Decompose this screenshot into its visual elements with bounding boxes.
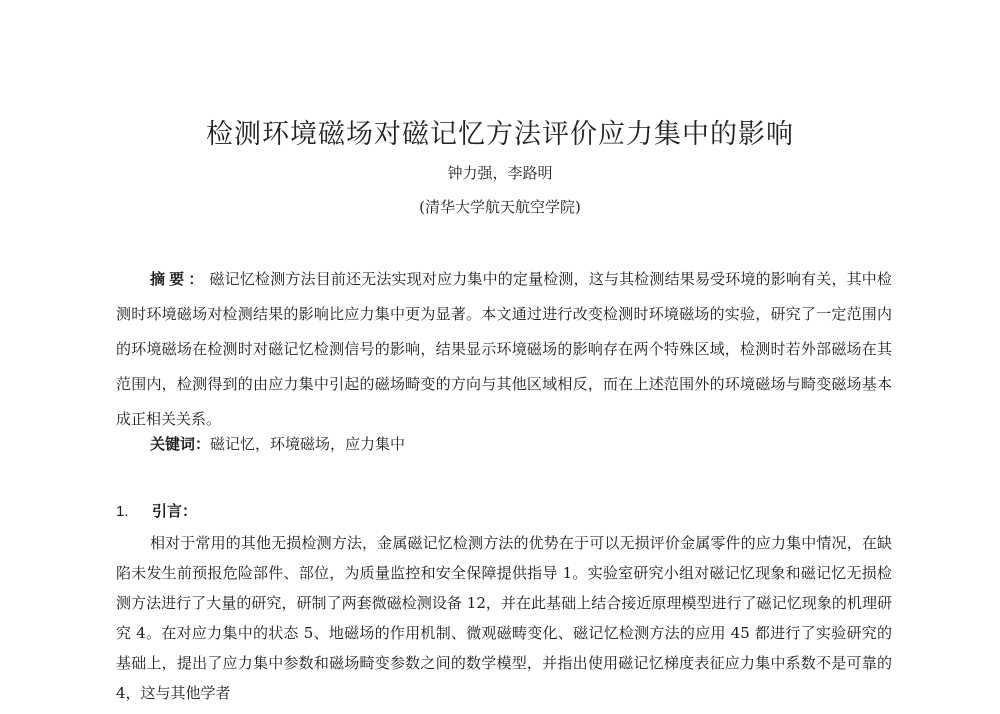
- section-body-text: 相对于常用的其他无损检测方法，金属磁记忆检测方法的优势在于可以无损评价金属零件的应力集中情况，在缺陷未发生前预报危险部件、部位，为质量监控和安全保障提供指导 1。实验室研究小组对磁记忆现象和磁记忆无损检测方法进行了大量的研究，研制了两套微磁检测设备 12，并在此基础上结合接近原理模型进行了磁记忆现象的机理研究 4。在对应力集中的状态 5、地磁场的作用机制、微观磁畴变化、磁记忆检测方法的应用 45 都进行了实验研究的基础上，提出了应力集中参数和磁场畸变参数之间的数学模型，并指出使用磁记忆梯度表征应力集中系数不是可靠的 4，这与其他学者: [116, 534, 892, 702]
- keywords-line: [150, 427, 405, 462]
- keywords-text: 磁记忆，环境磁场，应力集中: [210, 435, 406, 453]
- paper-authors: 钟力强，李路明: [447, 164, 553, 182]
- abstract-label: 摘要：: [150, 270, 208, 288]
- paper-title: 检测环境磁场对磁记忆方法评价应力集中的影响: [206, 119, 794, 150]
- abstract-paragraph: [116, 262, 892, 437]
- section-title: 引言：: [152, 502, 198, 520]
- section-heading: [116, 494, 197, 529]
- section-number: 1.: [116, 503, 129, 520]
- keywords-label: 关键词：: [150, 435, 211, 453]
- abstract-text: 磁记忆检测方法目前还无法实现对应力集中的定量检测，这与其检测结果易受环境的影响有关，其中检测时环境磁场对检测结果的影响比应力集中更为显著。本文通过进行改变检测时环境磁场的实验，研究了一定范围内的环境磁场在检测时对磁记忆检测信号的影响，结果显示环境磁场的影响存在两个特殊区域，检测时若外部磁场在其范围内，检测得到的由应力集中引起的磁场畸变的方向与其他区域相反，而在上述范围外的环境磁场与畸变磁场基本成正相关关系。: [116, 270, 892, 428]
- paper-affiliation: (清华大学航天航空学院): [419, 198, 581, 216]
